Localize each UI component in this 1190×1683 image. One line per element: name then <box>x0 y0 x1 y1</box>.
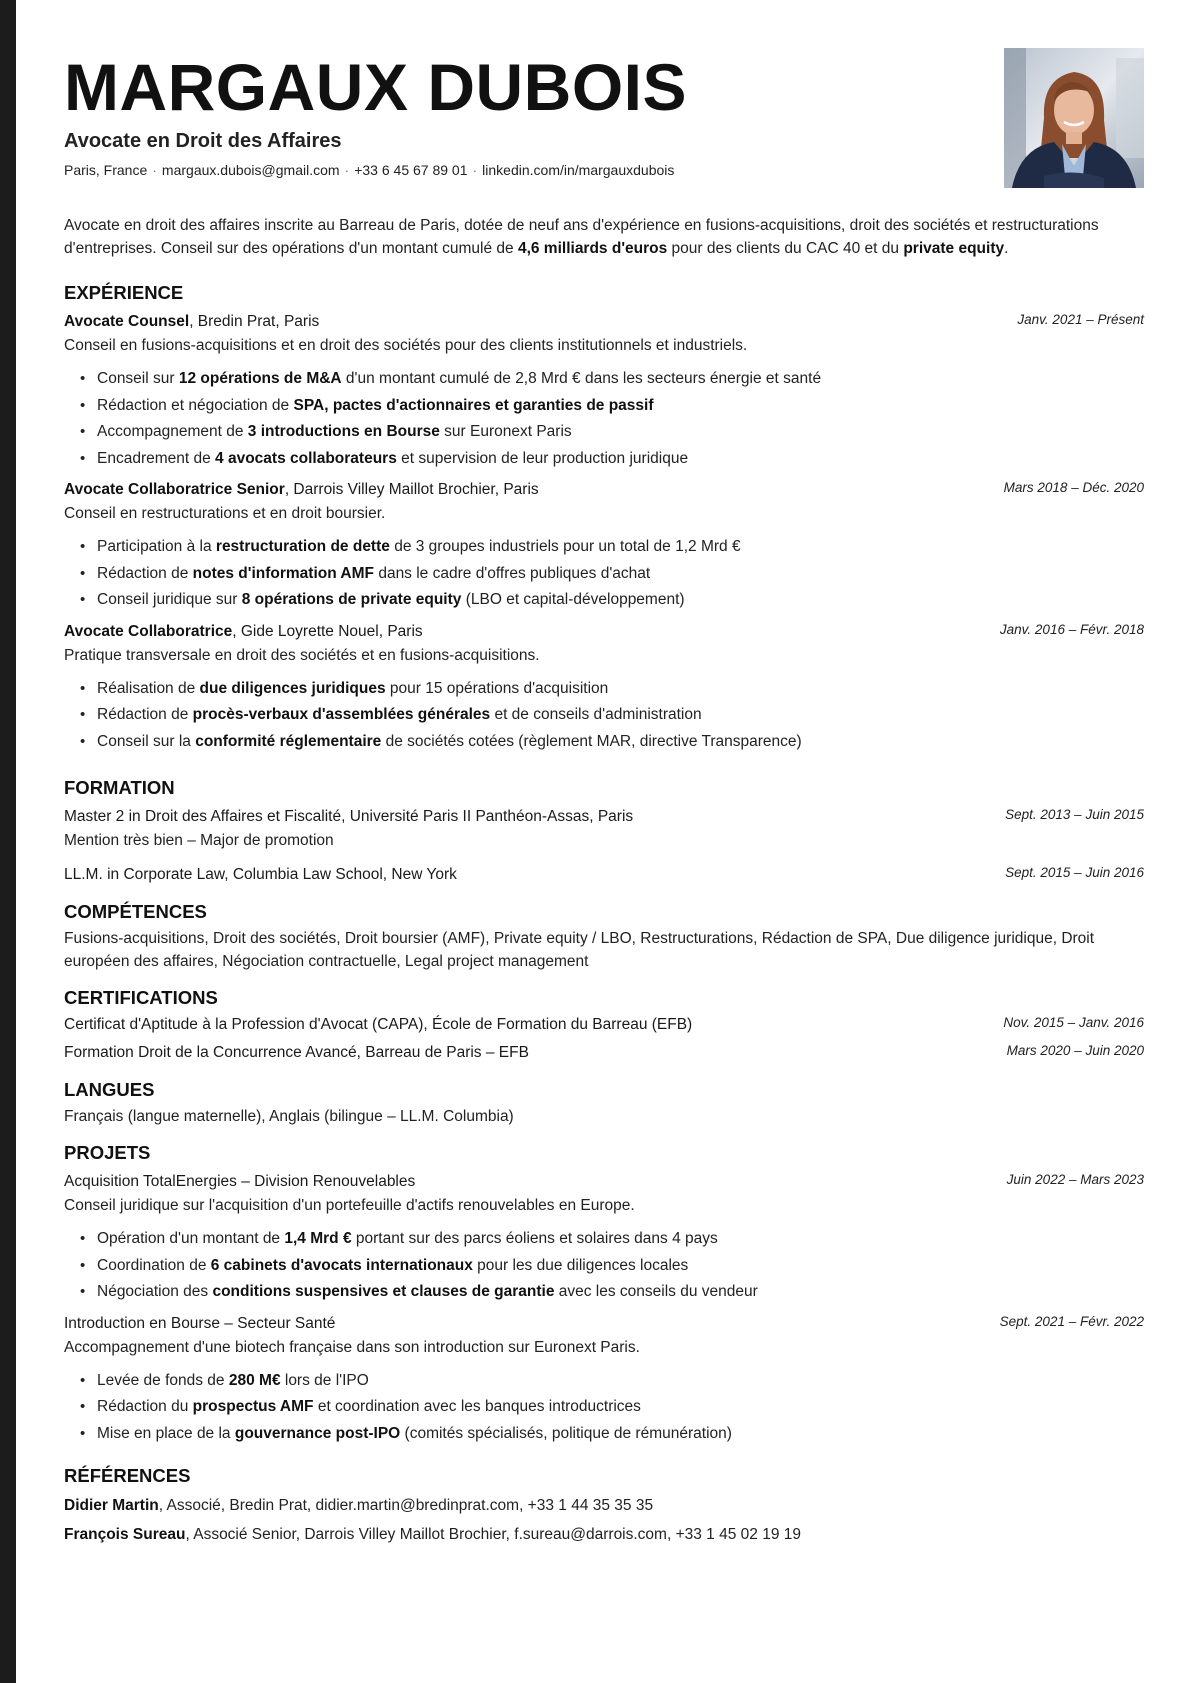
bullet-item: • Opération d'un montant de 1,4 Mrd € portant sur des parcs éoliens et solaires dans 4 pays <box>64 1226 1144 1253</box>
certifications-section <box>64 987 1144 1065</box>
bullet-item: • Accompagnement de 3 introductions en Bourse sur Euronext Paris <box>64 419 1144 446</box>
job-date: Janv. 2016 – Févr. 2018 <box>999 621 1144 637</box>
job-bullets <box>64 676 1144 756</box>
certification-name: Certificat d'Aptitude à la Profession d'Avocat (CAPA), École de Formation du Barreau (EFB) <box>64 1016 693 1033</box>
contact-linkedin[interactable]: linkedin.com/in/margauxdubois <box>482 162 675 178</box>
reference-entry <box>64 1491 1144 1520</box>
contact-phone[interactable]: +33 6 45 67 89 01 <box>354 162 468 178</box>
education-degree: Master 2 in Droit des Affaires et Fiscalité, Université Paris II Panthéon-Assas, Paris <box>64 808 634 825</box>
bullet-item: • Conseil juridique sur 8 opérations de private equity (LBO et capital-développement) <box>64 587 1144 614</box>
project-description: Accompagnement d'une biotech française dans son introduction sur Euronext Paris. <box>64 1338 640 1356</box>
bullet-item: • Conseil sur la conformité réglementaire de sociétés cotées (règlement MAR, directive Transparence) <box>64 729 1144 756</box>
project-date: Sept. 2021 – Févr. 2022 <box>999 1313 1144 1329</box>
reference-details: , Associé, Bredin Prat, didier.martin@bredinprat.com, +33 1 44 35 35 35 <box>158 1497 654 1514</box>
resume-page <box>64 44 1144 1549</box>
candidate-title: Avocate en Droit des Affaires <box>64 130 342 152</box>
contact-email[interactable]: margaux.dubois@gmail.com <box>161 162 340 178</box>
certification-name: Formation Droit de la Concurrence Avancé, Barreau de Paris – EFB <box>64 1044 529 1061</box>
candidate-name: MARGAUX DUBOIS <box>64 50 688 124</box>
bullet-item: • Négociation des conditions suspensives et clauses de garantie avec les conseils du vendeur <box>64 1279 1144 1306</box>
bullet-item: • Participation à la restructuration de dette de 3 groupes industriels pour un total de 1,2 Mrd € <box>64 534 1144 561</box>
certification-date: Nov. 2015 – Janv. 2016 <box>1003 1015 1144 1030</box>
summary-text: Avocate en droit des affaires inscrite au Barreau de Paris, dotée de neuf ans d'expérience en fusions-acquisitions, droit des sociétés et restructurations d'entreprises. Conseil sur des opérations d'un montant cumulé de <box>64 217 1099 257</box>
bullet-item: • Rédaction de procès-verbaux d'assemblées générales et de conseils d'administration <box>64 702 1144 729</box>
project-name: Introduction en Bourse – Secteur Santé <box>64 1314 336 1332</box>
summary-text: pour des clients du CAC 40 et du <box>667 240 904 257</box>
bullet-item: • Coordination de 6 cabinets d'avocats internationaux pour les due diligences locales <box>64 1253 1144 1280</box>
certification-entry <box>64 1013 1144 1037</box>
references-section <box>64 1465 1144 1549</box>
reference-name: Didier Martin <box>64 1497 159 1514</box>
bullet-item: • Levée de fonds de 280 M€ lors de l'IPO <box>64 1368 1144 1395</box>
section-title-certifications: CERTIFICATIONS <box>64 987 218 1008</box>
section-title-education: FORMATION <box>64 777 175 798</box>
bullet-item: • Conseil sur 12 opérations de M&A d'un montant cumulé de 2,8 Mrd € dans les secteurs énergie et santé <box>64 366 1144 393</box>
summary-text: . <box>1004 240 1009 257</box>
job-heading <box>64 478 1144 502</box>
bullet-item: • Réalisation de due diligences juridiques pour 15 opérations d'acquisition <box>64 676 1144 703</box>
section-title-experience: EXPÉRIENCE <box>64 282 184 303</box>
reference-name: François Sureau <box>64 1526 186 1543</box>
job-org: , Darrois Villey Maillot Brochier, Paris <box>284 481 539 498</box>
bullet-item: • Rédaction et négociation de SPA, pactes d'actionnaires et garanties de passif <box>64 393 1144 420</box>
job-entry <box>64 478 1144 614</box>
job-description: Pratique transversale en droit des sociétés et en fusions-acquisitions. <box>64 646 540 664</box>
job-entry <box>64 620 1144 756</box>
project-bullets <box>64 1226 1144 1306</box>
reference-entry <box>64 1520 1144 1549</box>
bullet-item: • Mise en place de la gouvernance post-IPO (comités spécialisés, politique de rémunération) <box>64 1421 1144 1448</box>
job-date: Janv. 2021 – Présent <box>1017 312 1144 327</box>
project-date: Juin 2022 – Mars 2023 <box>1006 1172 1144 1187</box>
project-bullets <box>64 1368 1144 1448</box>
education-entry <box>64 805 1144 853</box>
separator: · <box>472 162 478 178</box>
left-edge-bar <box>0 0 16 1683</box>
contact-location: Paris, France <box>64 162 148 178</box>
certification-date: Mars 2020 – Juin 2020 <box>1006 1043 1144 1058</box>
job-heading <box>64 620 1144 644</box>
education-entry <box>64 863 1144 887</box>
project-description: Conseil juridique sur l'acquisition d'un portefeuille d'actifs renouvelables en Europe. <box>64 1197 635 1214</box>
education-date: Sept. 2015 – Juin 2016 <box>1005 865 1144 880</box>
job-org: , Bredin Prat, Paris <box>189 313 320 330</box>
resume-header <box>64 50 1144 178</box>
separator: · <box>152 162 157 178</box>
bullet-item: • Rédaction du prospectus AMF et coordination avec les banques introductrices <box>64 1394 1144 1421</box>
job-description: Conseil en fusions-acquisitions et en droit des sociétés pour des clients institutionnels et industriels. <box>64 337 748 354</box>
contact-line <box>64 162 1144 178</box>
skills-section <box>64 901 1144 973</box>
job-description: Conseil en restructurations et en droit boursier. <box>64 505 386 522</box>
experience-section <box>64 282 1144 755</box>
project-entry <box>64 1312 1144 1448</box>
profile-photo <box>1004 48 1144 188</box>
project-name: Acquisition TotalEnergies – Division Renouvelables <box>64 1173 416 1190</box>
section-title-projects: PROJETS <box>64 1142 151 1163</box>
job-heading <box>64 310 1144 334</box>
job-role: Avocate Collaboratrice Senior <box>64 481 285 498</box>
languages-section <box>64 1079 1144 1128</box>
project-entry <box>64 1170 1144 1306</box>
job-role: Avocate Collaboratrice <box>64 622 233 640</box>
certification-entry <box>64 1041 1144 1065</box>
job-bullets <box>64 534 1144 614</box>
skills-text: Fusions-acquisitions, Droit des sociétés, Droit boursier (AMF), Private equity / LBO, Restructurations, Rédaction de SPA, Due diligence juridique, Droit européen des affaires, Négociation contractuelle, Legal project management <box>64 930 1095 970</box>
education-note: Mention très bien – Major de promotion <box>64 832 334 849</box>
job-date: Mars 2018 – Déc. 2020 <box>1003 480 1144 495</box>
job-org: , Gide Loyrette Nouel, Paris <box>232 622 423 640</box>
job-bullets <box>64 366 1144 472</box>
job-entry <box>64 310 1144 472</box>
profile-photo-image <box>1004 48 1144 188</box>
bullet-item: • Encadrement de 4 avocats collaborateurs et supervision de leur production juridique <box>64 446 1144 473</box>
section-title-references: RÉFÉRENCES <box>64 1465 191 1486</box>
section-title-skills: COMPÉTENCES <box>64 901 207 922</box>
section-title-languages: LANGUES <box>64 1079 155 1100</box>
job-role: Avocate Counsel <box>64 313 190 330</box>
projects-section <box>64 1142 1144 1447</box>
summary-highlight: 4,6 milliards d'euros <box>517 240 668 257</box>
languages-text: Français (langue maternelle), Anglais (bilingue – LL.M. Columbia) <box>64 1108 514 1125</box>
reference-details: , Associé Senior, Darrois Villey Maillot Brochier, f.sureau@darrois.com, +33 1 45 02 19 19 <box>185 1526 801 1543</box>
bullet-item: • Rédaction de notes d'information AMF dans le cadre d'offres publiques d'achat <box>64 561 1144 588</box>
education-degree: LL.M. in Corporate Law, Columbia Law School, New York <box>64 866 457 883</box>
education-date: Sept. 2013 – Juin 2015 <box>1005 807 1144 822</box>
summary <box>64 214 1144 260</box>
summary-highlight: private equity <box>903 240 1005 257</box>
separator: · <box>344 162 350 178</box>
education-section <box>64 777 1144 887</box>
